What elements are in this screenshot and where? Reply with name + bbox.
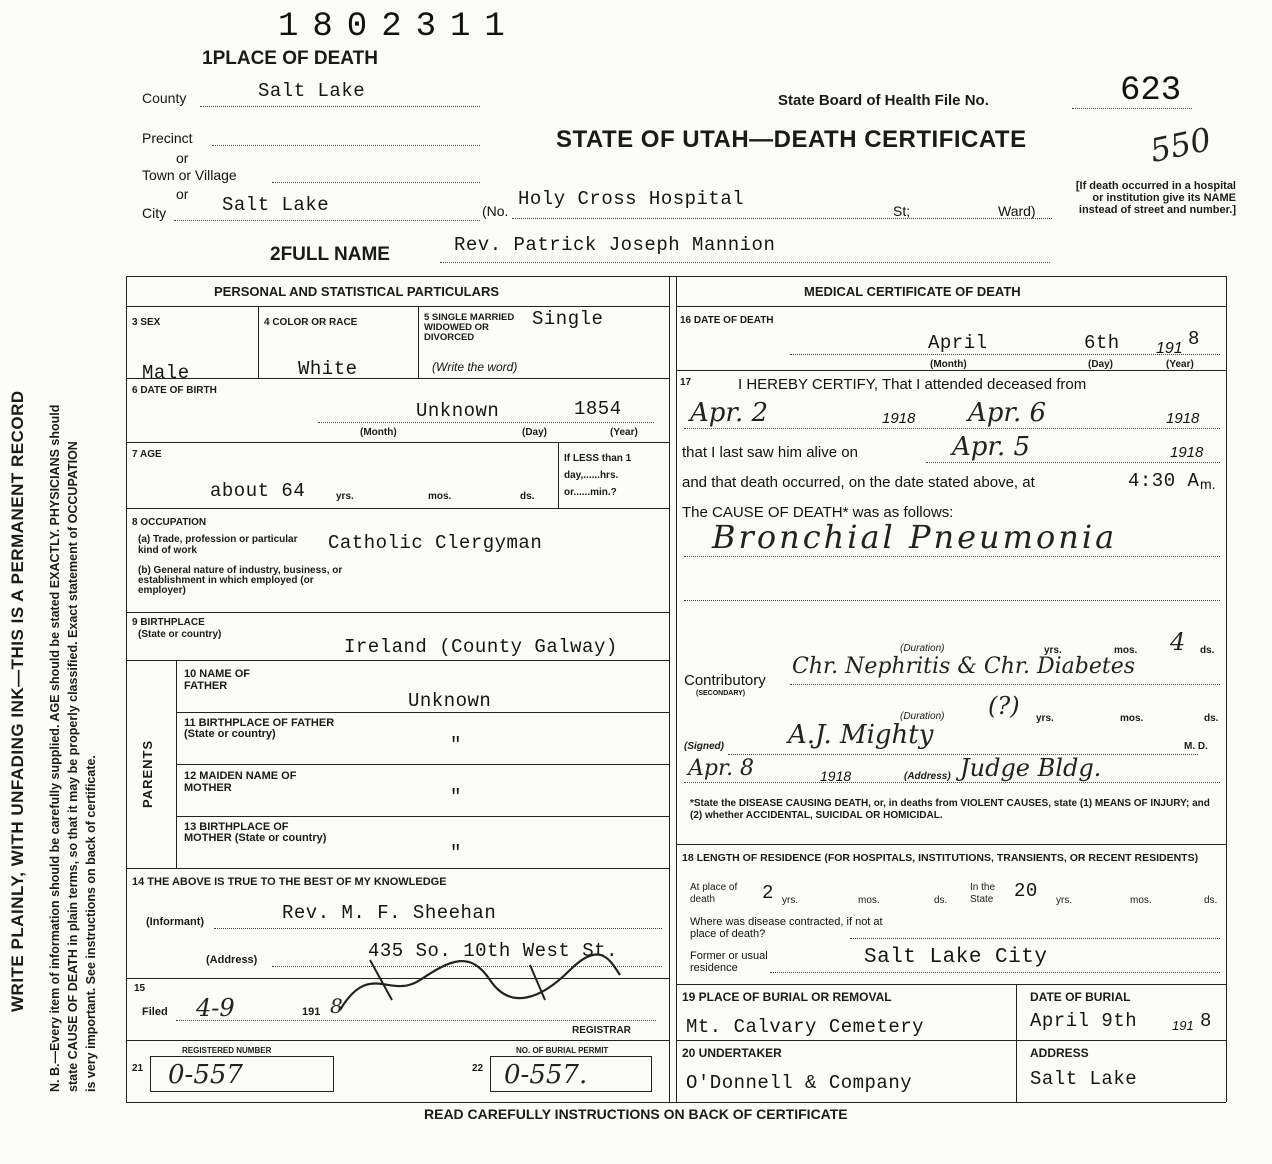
footnote: *State the DISEASE CAUSING DEATH, or, in deaths from VIOLENT CAUSES, state (1) MEANS OF INJURY; and (2) whether ACCIDENTAL, SUICIDAL OR HOMICIDAL. xyxy=(690,798,1210,821)
undertaker-label: 20 UNDERTAKER xyxy=(682,1046,782,1060)
mother-label: 12 MAIDEN NAME OF MOTHER xyxy=(184,770,297,794)
death-time-value: 4:30 A xyxy=(1128,470,1200,492)
full-name-value: Rev. Patrick Joseph Mannion xyxy=(454,234,776,256)
death-day-label: (Day) xyxy=(1088,359,1114,370)
birthplace-value: Ireland (County Galway) xyxy=(344,636,618,658)
death-month-label: (Month) xyxy=(930,359,967,370)
cause-label: The CAUSE OF DEATH* was as follows: xyxy=(682,504,954,521)
true-statement-label: 14 THE ABOVE IS TRUE TO THE BEST OF MY KNOWLEDGE xyxy=(132,876,447,888)
in-state-label: In the State xyxy=(970,882,996,905)
in-state-yrs: yrs. xyxy=(1056,895,1073,906)
undertaker-address-label: ADDRESS xyxy=(1030,1046,1089,1060)
duration-mos: mos. xyxy=(1114,645,1138,656)
contracted-label: Where was disease contracted, if not at place of death? xyxy=(690,916,883,940)
age-yrs: yrs. xyxy=(336,491,354,502)
color-value: White xyxy=(298,358,358,380)
town-label: Town or Village xyxy=(142,167,237,183)
in-state-ds: ds. xyxy=(1204,895,1218,906)
birthplace-label: 9 BIRTHPLACE xyxy=(132,617,205,628)
or-label-1: or xyxy=(176,150,189,166)
dob-day-label: (Day) xyxy=(522,427,548,438)
physician-signature: A.J. Mighty xyxy=(788,720,934,750)
nb-instructions-3: is very important. See instructions on back of certificate. xyxy=(84,755,98,1092)
mother-birthplace-value: " xyxy=(450,842,462,864)
undertaker-address-value: Salt Lake xyxy=(1030,1068,1138,1090)
parents-label: PARENTS xyxy=(140,739,155,808)
precinct-label: Precinct xyxy=(142,130,193,146)
burial-year-label: 191 xyxy=(1172,1018,1194,1033)
mother-value: " xyxy=(450,786,462,808)
duration-ds: ds. xyxy=(1200,645,1215,656)
personal-heading: PERSONAL AND STATISTICAL PARTICULARS xyxy=(214,284,500,299)
burial-permit-value: 0-557. xyxy=(504,1060,588,1090)
attended-to-value: Apr. 6 xyxy=(968,398,1047,428)
registrar-signature xyxy=(330,940,630,1020)
date-of-death-label: 16 DATE OF DEATH xyxy=(680,315,774,326)
attended-to-year: 1918 xyxy=(1166,410,1200,427)
residence-label: 18 LENGTH OF RESIDENCE (FOR HOSPITALS, INSTITUTIONS, TRANSIENTS, OR RECENT RESIDENTS) xyxy=(682,852,1199,864)
signed-date-value: Apr. 8 xyxy=(688,756,755,781)
at-place-mos: mos. xyxy=(858,895,880,906)
signed-address-label: (Address) xyxy=(904,771,951,782)
filed-date-value: 4-9 xyxy=(196,994,235,1022)
marital-value: Single xyxy=(532,308,604,330)
registrar-label: REGISTRAR xyxy=(572,1025,631,1036)
death-year-label: 191 xyxy=(1156,340,1183,357)
file-no-label: State Board of Health File No. xyxy=(778,92,989,109)
duration2-ds: ds. xyxy=(1204,713,1219,724)
filed-number: 15 xyxy=(134,983,146,994)
death-year-sublabel: (Year) xyxy=(1166,359,1194,370)
medical-heading: MEDICAL CERTIFICATE OF DEATH xyxy=(804,284,1021,299)
nb-instructions-1: N. B.—Every item of information should be carefully supplied. AGE should be stated EXACTLY. PHYSICIANS should xyxy=(48,404,62,1092)
at-place-ds: ds. xyxy=(934,895,948,906)
mother-birthplace-label: 13 BIRTHPLACE OF MOTHER (State or country) xyxy=(184,821,327,844)
place-of-death-label: 1PLACE OF DEATH xyxy=(202,48,378,69)
file-no-value: 623 xyxy=(1120,72,1182,110)
death-year-digit: 8 xyxy=(1188,328,1200,350)
informant-value: Rev. M. F. Sheehan xyxy=(282,902,497,924)
burial-place-label: 19 PLACE OF BURIAL OR REMOVAL xyxy=(682,990,892,1004)
last-saw-text: that I last saw him alive on xyxy=(682,444,858,461)
death-month-value: April xyxy=(928,332,988,354)
marital-note: (Write the word) xyxy=(432,360,518,374)
county-label: County xyxy=(142,90,187,106)
death-day-value: 6th xyxy=(1084,332,1120,354)
father-value: Unknown xyxy=(408,690,492,712)
signed-label: (Signed) xyxy=(684,741,724,752)
in-state-value: 20 xyxy=(1014,880,1038,902)
marital-label: 5 SINGLE MARRIED WIDOWED OR DIVORCED xyxy=(424,312,515,343)
at-place-label: At place of death xyxy=(690,882,738,905)
at-place-value: 2 xyxy=(762,882,774,904)
hospital-value: Holy Cross Hospital xyxy=(518,188,745,210)
filed-label: Filed xyxy=(142,1006,168,1018)
father-birthplace-value: " xyxy=(450,734,462,756)
occupation-b-label: (b) General nature of industry, business, or establishment in which employed (or employer) xyxy=(138,565,343,596)
age-value: about 64 xyxy=(210,480,306,502)
st-label: St; xyxy=(893,203,911,219)
field-21-number: 21 xyxy=(132,1063,144,1074)
dob-year-label: (Year) xyxy=(610,427,638,438)
burial-date-value: April 9th xyxy=(1030,1010,1138,1032)
dob-year-value: 1854 xyxy=(574,398,622,420)
certificate-number: 1802311 xyxy=(278,8,519,46)
former-residence-value: Salt Lake City xyxy=(864,946,1048,969)
nb-instructions-2: state CAUSE OF DEATH in plain terms, so that it may be properly classified. Exact statement of OCCUPATION xyxy=(66,441,80,1092)
registered-number-value: 0-557 xyxy=(168,1060,243,1090)
filed-year-label: 191 xyxy=(302,1006,321,1018)
burial-permit-label: NO. OF BURIAL PERMIT xyxy=(516,1046,609,1055)
contributory-label: Contributory xyxy=(684,672,766,689)
death-occurred-text: and that death occurred, on the date stated above, at xyxy=(682,474,1035,491)
occupation-value: Catholic Clergyman xyxy=(328,532,543,554)
informant-address-value: 435 So. 10th West St. xyxy=(368,940,618,962)
at-place-yrs: yrs. xyxy=(782,895,799,906)
undertaker-value: O'Donnell & Company xyxy=(686,1072,913,1094)
last-saw-value: Apr. 5 xyxy=(952,432,1031,462)
age-mos: mos. xyxy=(428,491,452,502)
city-label: City xyxy=(142,205,167,221)
md-label: M. D. xyxy=(1184,741,1208,752)
burial-year-digit: 8 xyxy=(1200,1010,1212,1032)
dob-month-day-value: Unknown xyxy=(416,400,500,422)
duration-mos-value: 4 xyxy=(1170,628,1186,656)
file-no-handwritten: 550 xyxy=(1146,120,1215,170)
father-label: 10 NAME OF FATHER xyxy=(184,668,251,692)
in-state-mos: mos. xyxy=(1130,895,1152,906)
sex-value: Male xyxy=(142,362,190,384)
secondary-label: (SECONDARY) xyxy=(696,690,746,697)
duration2-yrs: yrs. xyxy=(1036,713,1054,724)
duration-yrs: yrs. xyxy=(1044,645,1062,656)
duration2-mos: mos. xyxy=(1120,713,1144,724)
certify-text: I HEREBY CERTIFY, That I attended deceased from xyxy=(738,376,1087,393)
full-name-label: 2FULL NAME xyxy=(270,244,390,265)
age-ds: ds. xyxy=(520,491,535,502)
birthplace-sub-label: (State or country) xyxy=(138,629,222,640)
street-no-label: (No. xyxy=(482,203,509,219)
city-value: Salt Lake xyxy=(222,194,330,216)
signed-address-value: Judge Bldg. xyxy=(960,754,1102,782)
less-than-label: If LESS than 1 day,......hrs. or......min.? xyxy=(564,453,632,498)
duration2-value: (?) xyxy=(988,692,1020,720)
burial-date-label: DATE OF BURIAL xyxy=(1030,990,1131,1004)
informant-label: (Informant) xyxy=(146,916,205,928)
sex-label: 3 SEX xyxy=(132,317,161,328)
occupation-a-label: (a) Trade, profession or particular kind of work xyxy=(138,534,298,556)
last-saw-year: 1918 xyxy=(1170,444,1204,461)
occupation-label: 8 OCCUPATION xyxy=(132,517,207,528)
attended-from-year: 1918 xyxy=(882,410,916,427)
contributory-value: Chr. Nephritis & Chr. Diabetes xyxy=(792,654,1136,679)
duration-label: (Duration) xyxy=(900,643,945,654)
certificate-title: STATE OF UTAH—DEATH CERTIFICATE xyxy=(556,126,1027,153)
address-label: (Address) xyxy=(206,954,258,966)
former-residence-label: Former or usual residence xyxy=(690,950,768,974)
cause-value: Bronchial Pneumonia xyxy=(712,518,1118,556)
ward-label: Ward) xyxy=(998,203,1036,219)
color-label: 4 COLOR OR RACE xyxy=(264,317,358,328)
death-time-suffix: m. xyxy=(1200,476,1216,492)
write-plainly-notice: WRITE PLAINLY, WITH UNFADING INK—THIS IS A PERMANENT RECORD xyxy=(8,390,27,1012)
hospital-note: [If death occurred in a hospital or institution give its NAME instead of street and number.] xyxy=(1075,180,1236,216)
dob-month-label: (Month) xyxy=(360,427,397,438)
or-label-2: or xyxy=(176,186,189,202)
attended-from-value: Apr. 2 xyxy=(690,398,769,428)
father-birthplace-label: 11 BIRTHPLACE OF FATHER (State or country) xyxy=(184,717,335,740)
age-label: 7 AGE xyxy=(132,449,162,460)
footer-instructions: READ CAREFULLY INSTRUCTIONS ON BACK OF CERTIFICATE xyxy=(424,1106,848,1122)
field-22-number: 22 xyxy=(472,1063,484,1074)
burial-place-value: Mt. Calvary Cemetery xyxy=(686,1016,925,1038)
dob-label: 6 DATE OF BIRTH xyxy=(132,385,217,396)
signed-year-value: 1918 xyxy=(820,768,852,784)
county-value: Salt Lake xyxy=(258,80,366,102)
registered-number-label: REGISTERED NUMBER xyxy=(182,1046,272,1055)
duration2-label: (Duration) xyxy=(900,711,945,722)
filed-year-digit: 8 xyxy=(330,994,343,1018)
field-17-number: 17 xyxy=(680,377,692,388)
